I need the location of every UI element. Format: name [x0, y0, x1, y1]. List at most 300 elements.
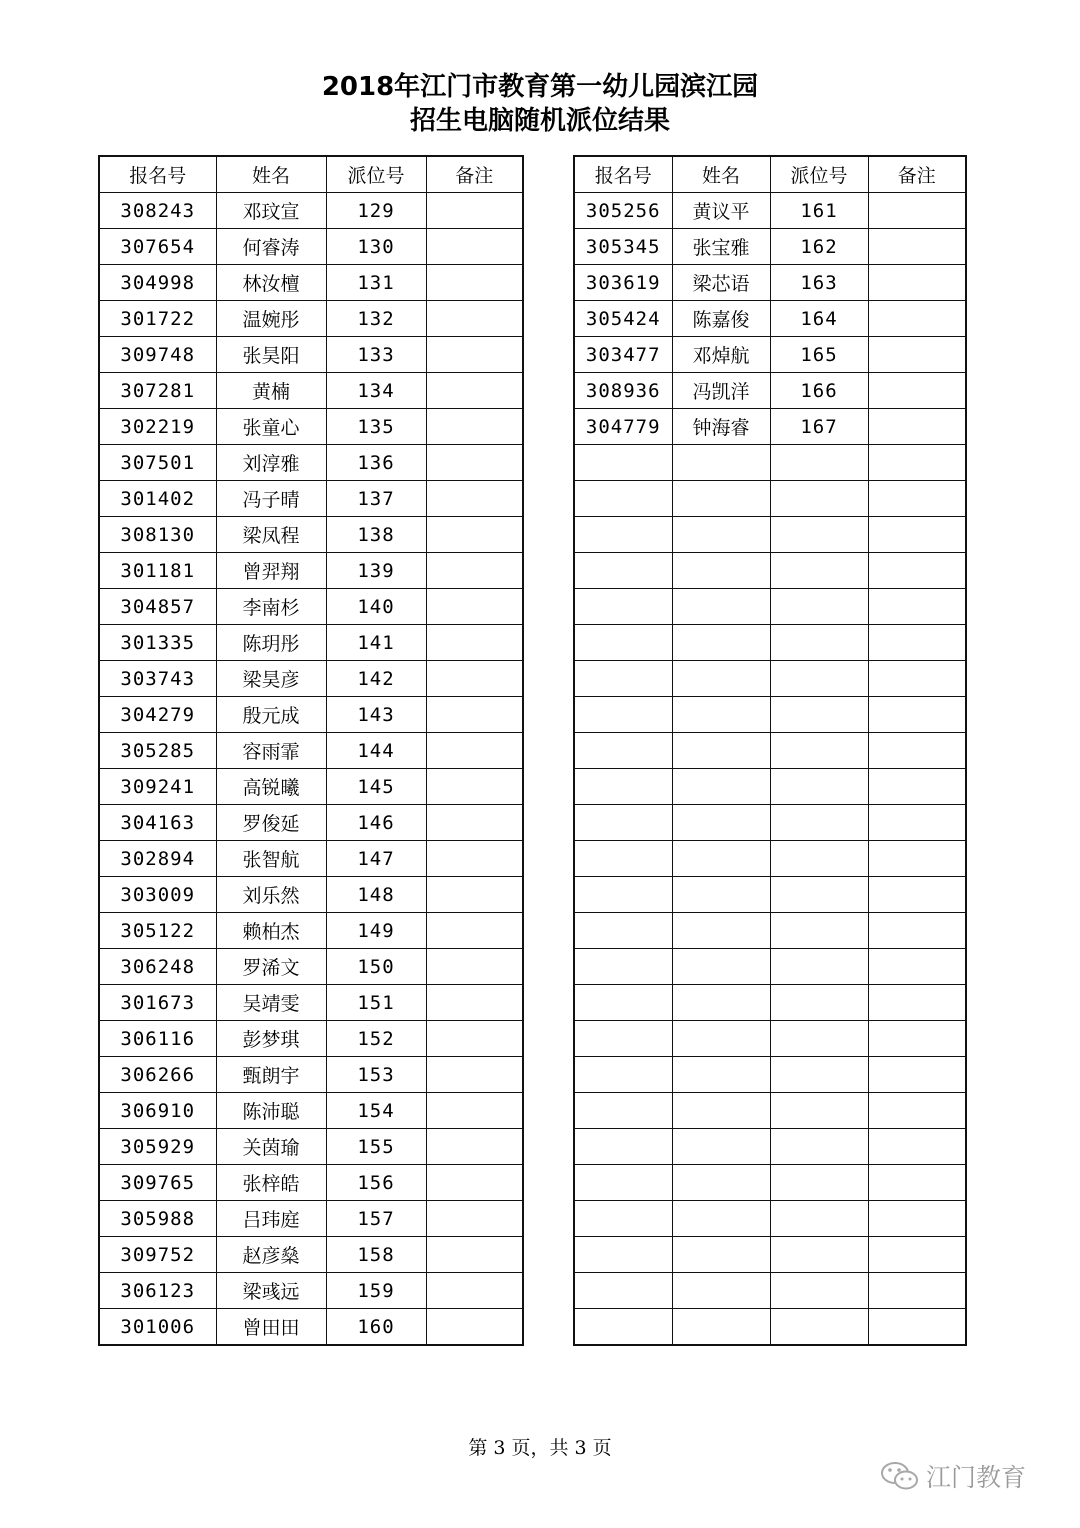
table-row: [574, 373, 966, 409]
cell-name: [672, 553, 770, 589]
table-row: [99, 1237, 523, 1273]
cell-reg-no: 306266: [99, 1057, 216, 1093]
table-row: [99, 409, 523, 445]
cell-name: 黄议平: [672, 193, 770, 229]
header-remark: 备注: [868, 156, 966, 193]
table-row: [574, 913, 966, 949]
table-row: [99, 481, 523, 517]
cell-remark: [868, 661, 966, 697]
cell-name: 张昊阳: [216, 337, 326, 373]
cell-reg-no: 309748: [99, 337, 216, 373]
cell-reg-no: 308130: [99, 517, 216, 553]
cell-remark: [868, 769, 966, 805]
cell-reg-no: [574, 1165, 672, 1201]
cell-remark: [426, 553, 523, 589]
watermark-text: 江门教育: [926, 1463, 1027, 1492]
cell-lottery-no: 137: [326, 481, 426, 517]
table-row: [574, 301, 966, 337]
table-row: [574, 625, 966, 661]
cell-remark: [868, 805, 966, 841]
cell-reg-no: [574, 553, 672, 589]
table-row: [99, 1273, 523, 1309]
table-row: [99, 697, 523, 733]
cell-remark: [868, 337, 966, 373]
cell-remark: [426, 193, 523, 229]
cell-lottery-no: 131: [326, 265, 426, 301]
cell-name: [672, 1273, 770, 1309]
cell-reg-no: [574, 985, 672, 1021]
cell-name: [672, 481, 770, 517]
cell-name: 冯凯洋: [672, 373, 770, 409]
header-reg-no: 报名号: [574, 156, 672, 193]
cell-reg-no: 303743: [99, 661, 216, 697]
cell-remark: [868, 913, 966, 949]
cell-reg-no: [574, 517, 672, 553]
cell-remark: [868, 553, 966, 589]
cell-reg-no: [574, 589, 672, 625]
cell-reg-no: 304857: [99, 589, 216, 625]
table-row: [99, 301, 523, 337]
cell-name: [672, 805, 770, 841]
cell-lottery-no: [770, 1273, 868, 1309]
page-subtitle: 招生电脑随机派位结果: [409, 106, 670, 136]
cell-remark: [426, 1201, 523, 1237]
cell-lottery-no: [770, 445, 868, 481]
cell-name: 陈沛聪: [216, 1093, 326, 1129]
cell-lottery-no: 164: [770, 301, 868, 337]
cell-remark: [868, 841, 966, 877]
cell-name: 李南杉: [216, 589, 326, 625]
cell-reg-no: 302219: [99, 409, 216, 445]
table-row: [574, 445, 966, 481]
table-row: [574, 589, 966, 625]
table-row: [99, 517, 523, 553]
table-row: [99, 337, 523, 373]
cell-lottery-no: 139: [326, 553, 426, 589]
header-lottery-no: 派位号: [326, 156, 426, 193]
cell-name: [672, 877, 770, 913]
cell-reg-no: 309752: [99, 1237, 216, 1273]
cell-reg-no: 301006: [99, 1309, 216, 1346]
table-row: [99, 265, 523, 301]
cell-reg-no: 304163: [99, 805, 216, 841]
cell-reg-no: [574, 1273, 672, 1309]
cell-remark: [426, 949, 523, 985]
wechat-icon: [880, 1460, 920, 1492]
cell-name: [672, 1093, 770, 1129]
cell-name: [672, 1309, 770, 1346]
cell-lottery-no: 133: [326, 337, 426, 373]
cell-lottery-no: 136: [326, 445, 426, 481]
cell-lottery-no: 165: [770, 337, 868, 373]
cell-reg-no: 306910: [99, 1093, 216, 1129]
cell-remark: [426, 1273, 523, 1309]
cell-reg-no: 301722: [99, 301, 216, 337]
cell-name: 赵彦燊: [216, 1237, 326, 1273]
cell-remark: [868, 193, 966, 229]
cell-remark: [426, 1021, 523, 1057]
cell-name: 曾田田: [216, 1309, 326, 1346]
cell-reg-no: 301335: [99, 625, 216, 661]
cell-reg-no: 301402: [99, 481, 216, 517]
table-row: [99, 445, 523, 481]
cell-reg-no: 301181: [99, 553, 216, 589]
cell-lottery-no: [770, 589, 868, 625]
cell-name: [672, 661, 770, 697]
table-row: [574, 193, 966, 229]
cell-name: 陈嘉俊: [672, 301, 770, 337]
cell-remark: [426, 985, 523, 1021]
table-row: [99, 949, 523, 985]
cell-lottery-no: 150: [326, 949, 426, 985]
table-row: [574, 1093, 966, 1129]
cell-remark: [426, 877, 523, 913]
table-row: [574, 1309, 966, 1346]
cell-lottery-no: 166: [770, 373, 868, 409]
cell-lottery-no: 135: [326, 409, 426, 445]
table-row: [574, 877, 966, 913]
cell-lottery-no: [770, 949, 868, 985]
table-row: [574, 409, 966, 445]
cell-reg-no: 306248: [99, 949, 216, 985]
cell-remark: [868, 409, 966, 445]
results-table-right: [573, 155, 967, 1346]
header-name: 姓名: [672, 156, 770, 193]
cell-remark: [426, 1237, 523, 1273]
table-row: [574, 805, 966, 841]
cell-remark: [426, 805, 523, 841]
cell-reg-no: [574, 1057, 672, 1093]
cell-remark: [426, 625, 523, 661]
cell-remark: [868, 1093, 966, 1129]
cell-name: 邓玟宣: [216, 193, 326, 229]
cell-name: [672, 733, 770, 769]
cell-remark: [868, 517, 966, 553]
cell-lottery-no: 159: [326, 1273, 426, 1309]
table-row: [99, 1021, 523, 1057]
cell-remark: [426, 661, 523, 697]
table-row: [574, 517, 966, 553]
cell-remark: [426, 913, 523, 949]
table-row: [574, 1201, 966, 1237]
cell-remark: [426, 481, 523, 517]
cell-name: [672, 445, 770, 481]
cell-reg-no: [574, 661, 672, 697]
cell-lottery-no: 141: [326, 625, 426, 661]
table-row: [99, 733, 523, 769]
cell-lottery-no: [770, 913, 868, 949]
cell-remark: [426, 445, 523, 481]
cell-name: 曾羿翔: [216, 553, 326, 589]
cell-name: 温婉彤: [216, 301, 326, 337]
table-row: [574, 1273, 966, 1309]
cell-name: [672, 1129, 770, 1165]
cell-lottery-no: [770, 1237, 868, 1273]
cell-reg-no: 301673: [99, 985, 216, 1021]
cell-remark: [426, 301, 523, 337]
cell-remark: [868, 301, 966, 337]
cell-lottery-no: [770, 661, 868, 697]
cell-name: [672, 517, 770, 553]
cell-name: [672, 1237, 770, 1273]
cell-name: 黄楠: [216, 373, 326, 409]
cell-reg-no: [574, 1129, 672, 1165]
cell-remark: [426, 589, 523, 625]
cell-name: 张宝雅: [672, 229, 770, 265]
cell-remark: [426, 1309, 523, 1346]
cell-lottery-no: 132: [326, 301, 426, 337]
cell-name: 甄朗宇: [216, 1057, 326, 1093]
cell-reg-no: 304998: [99, 265, 216, 301]
cell-name: 梁凤程: [216, 517, 326, 553]
cell-lottery-no: 157: [326, 1201, 426, 1237]
cell-name: 梁彧远: [216, 1273, 326, 1309]
cell-remark: [868, 985, 966, 1021]
header-lottery-no: 派位号: [770, 156, 868, 193]
cell-reg-no: [574, 481, 672, 517]
cell-remark: [868, 697, 966, 733]
cell-lottery-no: 149: [326, 913, 426, 949]
cell-reg-no: 304279: [99, 697, 216, 733]
cell-lottery-no: 154: [326, 1093, 426, 1129]
cell-name: [672, 1201, 770, 1237]
cell-lottery-no: 151: [326, 985, 426, 1021]
cell-name: 关茵瑜: [216, 1129, 326, 1165]
table-row: [574, 553, 966, 589]
cell-name: 刘淳雅: [216, 445, 326, 481]
cell-reg-no: [574, 1021, 672, 1057]
cell-lottery-no: 138: [326, 517, 426, 553]
cell-lottery-no: 140: [326, 589, 426, 625]
cell-reg-no: [574, 913, 672, 949]
table-row: [574, 337, 966, 373]
cell-reg-no: [574, 697, 672, 733]
cell-remark: [426, 409, 523, 445]
table-row: [99, 913, 523, 949]
table-body-left: [99, 193, 523, 1346]
cell-reg-no: 305929: [99, 1129, 216, 1165]
cell-lottery-no: 161: [770, 193, 868, 229]
table-row: [574, 481, 966, 517]
header-reg-no: 报名号: [99, 156, 216, 193]
cell-lottery-no: 162: [770, 229, 868, 265]
table-row: [99, 841, 523, 877]
cell-name: [672, 697, 770, 733]
cell-reg-no: [574, 805, 672, 841]
cell-lottery-no: 148: [326, 877, 426, 913]
table-row: [574, 229, 966, 265]
table-row: [574, 661, 966, 697]
cell-lottery-no: 145: [326, 769, 426, 805]
header-name: 姓名: [216, 156, 326, 193]
cell-remark: [426, 1165, 523, 1201]
cell-remark: [426, 1129, 523, 1165]
cell-remark: [868, 1309, 966, 1346]
cell-lottery-no: 167: [770, 409, 868, 445]
table-row: [99, 625, 523, 661]
table-row: [574, 769, 966, 805]
cell-remark: [426, 337, 523, 373]
cell-reg-no: 307281: [99, 373, 216, 409]
cell-reg-no: [574, 1201, 672, 1237]
cell-name: 梁芯语: [672, 265, 770, 301]
cell-lottery-no: 134: [326, 373, 426, 409]
table-row: [574, 841, 966, 877]
table-row: [574, 1237, 966, 1273]
page-title: 2018年江门市教育第一幼儿园滨江园: [321, 72, 759, 102]
cell-name: 何睿涛: [216, 229, 326, 265]
cell-lottery-no: [770, 481, 868, 517]
cell-reg-no: 303009: [99, 877, 216, 913]
cell-name: 刘乐然: [216, 877, 326, 913]
cell-reg-no: 305988: [99, 1201, 216, 1237]
cell-lottery-no: 130: [326, 229, 426, 265]
cell-lottery-no: 163: [770, 265, 868, 301]
cell-name: 张梓皓: [216, 1165, 326, 1201]
cell-reg-no: [574, 625, 672, 661]
cell-lottery-no: [770, 985, 868, 1021]
cell-remark: [868, 1129, 966, 1165]
table-row: [99, 553, 523, 589]
cell-lottery-no: 147: [326, 841, 426, 877]
cell-lottery-no: [770, 733, 868, 769]
cell-lottery-no: 152: [326, 1021, 426, 1057]
cell-name: [672, 1057, 770, 1093]
cell-reg-no: 308243: [99, 193, 216, 229]
cell-name: 吕玮庭: [216, 1201, 326, 1237]
table-row: [99, 985, 523, 1021]
cell-name: 陈玥彤: [216, 625, 326, 661]
cell-lottery-no: 153: [326, 1057, 426, 1093]
cell-remark: [868, 1165, 966, 1201]
table-row: [574, 1021, 966, 1057]
cell-remark: [426, 373, 523, 409]
page-footer: 第 3 页，共 3 页: [468, 1437, 612, 1459]
cell-remark: [868, 445, 966, 481]
table-row: [99, 373, 523, 409]
cell-remark: [868, 1201, 966, 1237]
cell-lottery-no: [770, 1309, 868, 1346]
table-row: [574, 949, 966, 985]
table-row: [574, 265, 966, 301]
cell-remark: [868, 1273, 966, 1309]
cell-name: 林汝檀: [216, 265, 326, 301]
cell-name: 钟海睿: [672, 409, 770, 445]
cell-lottery-no: 156: [326, 1165, 426, 1201]
cell-reg-no: 305122: [99, 913, 216, 949]
cell-reg-no: [574, 445, 672, 481]
watermark: [880, 1458, 1026, 1494]
cell-reg-no: 304779: [574, 409, 672, 445]
cell-reg-no: 305256: [574, 193, 672, 229]
cell-lottery-no: [770, 877, 868, 913]
table-row: [99, 1129, 523, 1165]
table-row: [99, 1309, 523, 1346]
cell-lottery-no: [770, 1021, 868, 1057]
cell-lottery-no: [770, 553, 868, 589]
table-body-right: [574, 193, 966, 1346]
table-row: [574, 1057, 966, 1093]
cell-reg-no: [574, 1093, 672, 1129]
cell-reg-no: 305345: [574, 229, 672, 265]
cell-lottery-no: 142: [326, 661, 426, 697]
cell-reg-no: 309765: [99, 1165, 216, 1201]
cell-name: 高锐曦: [216, 769, 326, 805]
cell-reg-no: 306116: [99, 1021, 216, 1057]
cell-name: 邓焯航: [672, 337, 770, 373]
cell-name: 殷元成: [216, 697, 326, 733]
cell-name: [672, 625, 770, 661]
cell-name: 赖柏杰: [216, 913, 326, 949]
cell-lottery-no: [770, 769, 868, 805]
cell-reg-no: 303619: [574, 265, 672, 301]
cell-remark: [426, 769, 523, 805]
cell-remark: [426, 1093, 523, 1129]
cell-remark: [426, 229, 523, 265]
header-remark: 备注: [426, 156, 523, 193]
cell-name: 彭梦琪: [216, 1021, 326, 1057]
cell-name: [672, 1165, 770, 1201]
table-row: [574, 697, 966, 733]
cell-remark: [868, 229, 966, 265]
cell-remark: [868, 1237, 966, 1273]
cell-name: [672, 589, 770, 625]
table-header-row: [99, 156, 523, 193]
table-header-row: [574, 156, 966, 193]
cell-name: 罗俊延: [216, 805, 326, 841]
cell-lottery-no: [770, 625, 868, 661]
cell-reg-no: [574, 949, 672, 985]
cell-name: [672, 769, 770, 805]
table-row: [574, 1165, 966, 1201]
cell-name: [672, 1021, 770, 1057]
cell-reg-no: 307501: [99, 445, 216, 481]
cell-lottery-no: [770, 1093, 868, 1129]
cell-name: 冯子晴: [216, 481, 326, 517]
cell-reg-no: 308936: [574, 373, 672, 409]
cell-reg-no: 305285: [99, 733, 216, 769]
cell-remark: [868, 1021, 966, 1057]
cell-remark: [426, 265, 523, 301]
cell-remark: [868, 373, 966, 409]
cell-reg-no: 309241: [99, 769, 216, 805]
cell-name: 张智航: [216, 841, 326, 877]
cell-name: [672, 841, 770, 877]
cell-lottery-no: 160: [326, 1309, 426, 1346]
cell-reg-no: [574, 877, 672, 913]
cell-reg-no: [574, 841, 672, 877]
table-row: [99, 1201, 523, 1237]
cell-lottery-no: 129: [326, 193, 426, 229]
cell-lottery-no: [770, 697, 868, 733]
cell-remark: [868, 877, 966, 913]
results-table-left: [98, 155, 524, 1346]
cell-reg-no: 305424: [574, 301, 672, 337]
cell-reg-no: 302894: [99, 841, 216, 877]
cell-remark: [868, 589, 966, 625]
cell-reg-no: [574, 1237, 672, 1273]
cell-lottery-no: [770, 1201, 868, 1237]
cell-remark: [426, 1057, 523, 1093]
cell-lottery-no: 144: [326, 733, 426, 769]
table-row: [99, 193, 523, 229]
cell-reg-no: 306123: [99, 1273, 216, 1309]
table-row: [99, 769, 523, 805]
table-row: [99, 1165, 523, 1201]
table-row: [99, 1093, 523, 1129]
cell-reg-no: [574, 733, 672, 769]
cell-lottery-no: [770, 517, 868, 553]
